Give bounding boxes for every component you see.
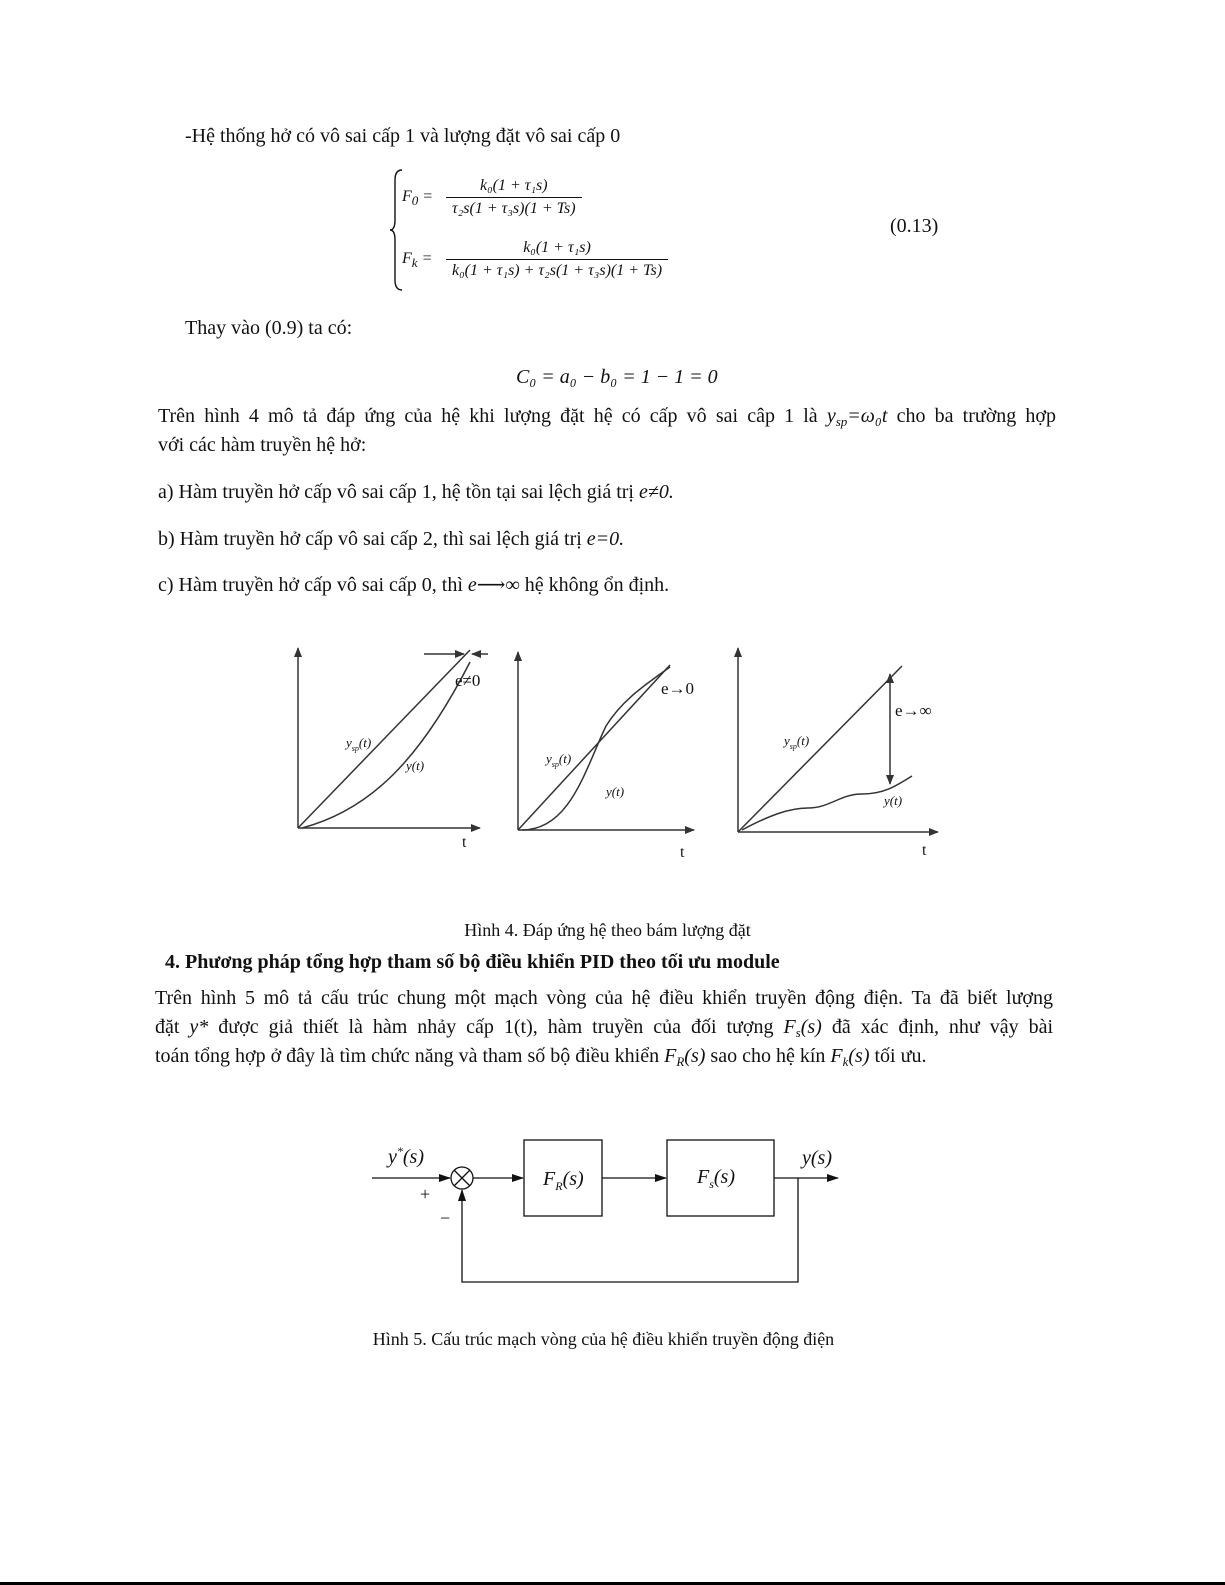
figure-4-caption: Hình 4. Đáp ứng hệ theo bám lượng đặt xyxy=(464,920,751,940)
substitute-text: Thay vào (0.9) ta có: xyxy=(185,317,353,339)
plot2-reference-line xyxy=(518,665,670,830)
figure-5 xyxy=(0,1120,1225,1300)
input-label: y*(s) xyxy=(388,1144,424,1168)
output-label: y(s) xyxy=(802,1147,832,1169)
f0-fraction: $\frac{\text{k₀(1 + τ₁s)}}{\text{τ₂s(1 + τ₃s)(1 + Ts)}}$ xyxy=(446,177,582,218)
plus-sign: + xyxy=(420,1184,431,1204)
plot3-ref-label: $y_{sp}(t)$ xyxy=(784,733,810,751)
plot2-response-curve xyxy=(522,667,670,830)
section-4-heading: 4. Phương pháp tổng hợp tham số bộ điều khiển PID theo tối ưu module xyxy=(165,951,780,973)
plot2-axis-label: t xyxy=(680,844,685,861)
plant-label: $F_s(s)$ xyxy=(697,1166,735,1191)
controller-label: $F_R(s)$ xyxy=(543,1168,584,1193)
equation-c0: C₀ = a₀ − b₀ = 1 − 1 = 0 xyxy=(516,366,718,388)
plot2-ref-label: $y_{sp}(t)$ xyxy=(546,751,572,769)
plot3-axis-label: t xyxy=(922,842,927,859)
plot2-error-label: e→0 xyxy=(661,679,695,698)
plot1-response-curve xyxy=(302,662,470,828)
plot1-ref-label: $y_{sp}(t)$ xyxy=(346,735,372,753)
plot3-error-label: e→∞ xyxy=(895,701,932,720)
case-b: b) Hàm truyền hở cấp vô sai cấp 2, thì sai lệch giá trị e=0. xyxy=(158,528,625,550)
equation-013 xyxy=(390,168,720,292)
f0-row: $F_0$ = $\frac{\text{k₀(1 + τ₁s)}}{\text{τ₂s(1 + τ₃s)(1 + Ts)}}$ xyxy=(402,168,668,226)
section4-line1: Trên hình 5 mô tả cấu trúc chung một mạch vòng của hệ điều khiển truyền động điện. Ta đã biết lượng xyxy=(155,987,1053,1009)
section4-line2: đặt y* được giả thiết là hàm nhảy cấp 1(t), hàm truyền của đối tượng $F_s(s)$ đã xác định, như vậy bài xyxy=(155,1016,1054,1040)
plot-3 xyxy=(738,648,938,832)
case-a: a) Hàm truyền hở cấp vô sai cấp 1, hệ tồn tại sai lệch giá trị e≠0. xyxy=(158,481,674,503)
fk-fraction: $\frac{\text{k₀(1 + τ₁s)}}{\text{k₀(1 + τ₁s) + τ₂s(1 + τ₃s)(1 + Ts)}}$ xyxy=(446,239,668,280)
plot1-reference-line xyxy=(298,650,470,828)
plot2-out-label: y(t) xyxy=(606,784,625,799)
plot1-axis-label: t xyxy=(462,834,467,851)
figure-4 xyxy=(0,630,1225,870)
para1-line1: Trên hình 4 mô tả đáp ứng của hệ khi lượng đặt hệ có cấp vô sai câp 1 là $y_{sp}=\omega_0t$ cho ba trường hợp xyxy=(158,405,1057,429)
plot3-out-label: y(t) xyxy=(884,793,903,808)
minus-sign: − xyxy=(440,1208,451,1228)
para1-line2: với các hàm truyền hệ hở: xyxy=(158,434,367,456)
intro-text: -Hệ thống hở có vô sai cấp 1 và lượng đặt vô sai cấp 0 xyxy=(185,125,621,147)
case-c: c) Hàm truyền hở cấp vô sai cấp 0, thì e⟶∞ hệ không ổn định. xyxy=(158,574,670,596)
plot1-error-label: e≠0 xyxy=(455,671,481,690)
plot1-out-label: y(t) xyxy=(406,758,425,773)
fk-row: $F_k$ = $\frac{\text{k₀(1 + τ₁s)}}{\text{k₀(1 + τ₁s) + τ₂s(1 + τ₃s)(1 + Ts)}}$ xyxy=(402,230,668,288)
section4-line3: toán tổng hợp ở đây là tìm chức năng và tham số bộ điều khiển $F_R(s)$ sao cho hệ kín $F_k(s)$ tối ưu. xyxy=(155,1045,927,1069)
feedback-path xyxy=(462,1178,798,1282)
equation-number: (0.13) xyxy=(890,215,939,237)
figure-5-caption: Hình 5. Cấu trúc mạch vòng của hệ điều khiển truyền động điện xyxy=(372,1329,835,1349)
